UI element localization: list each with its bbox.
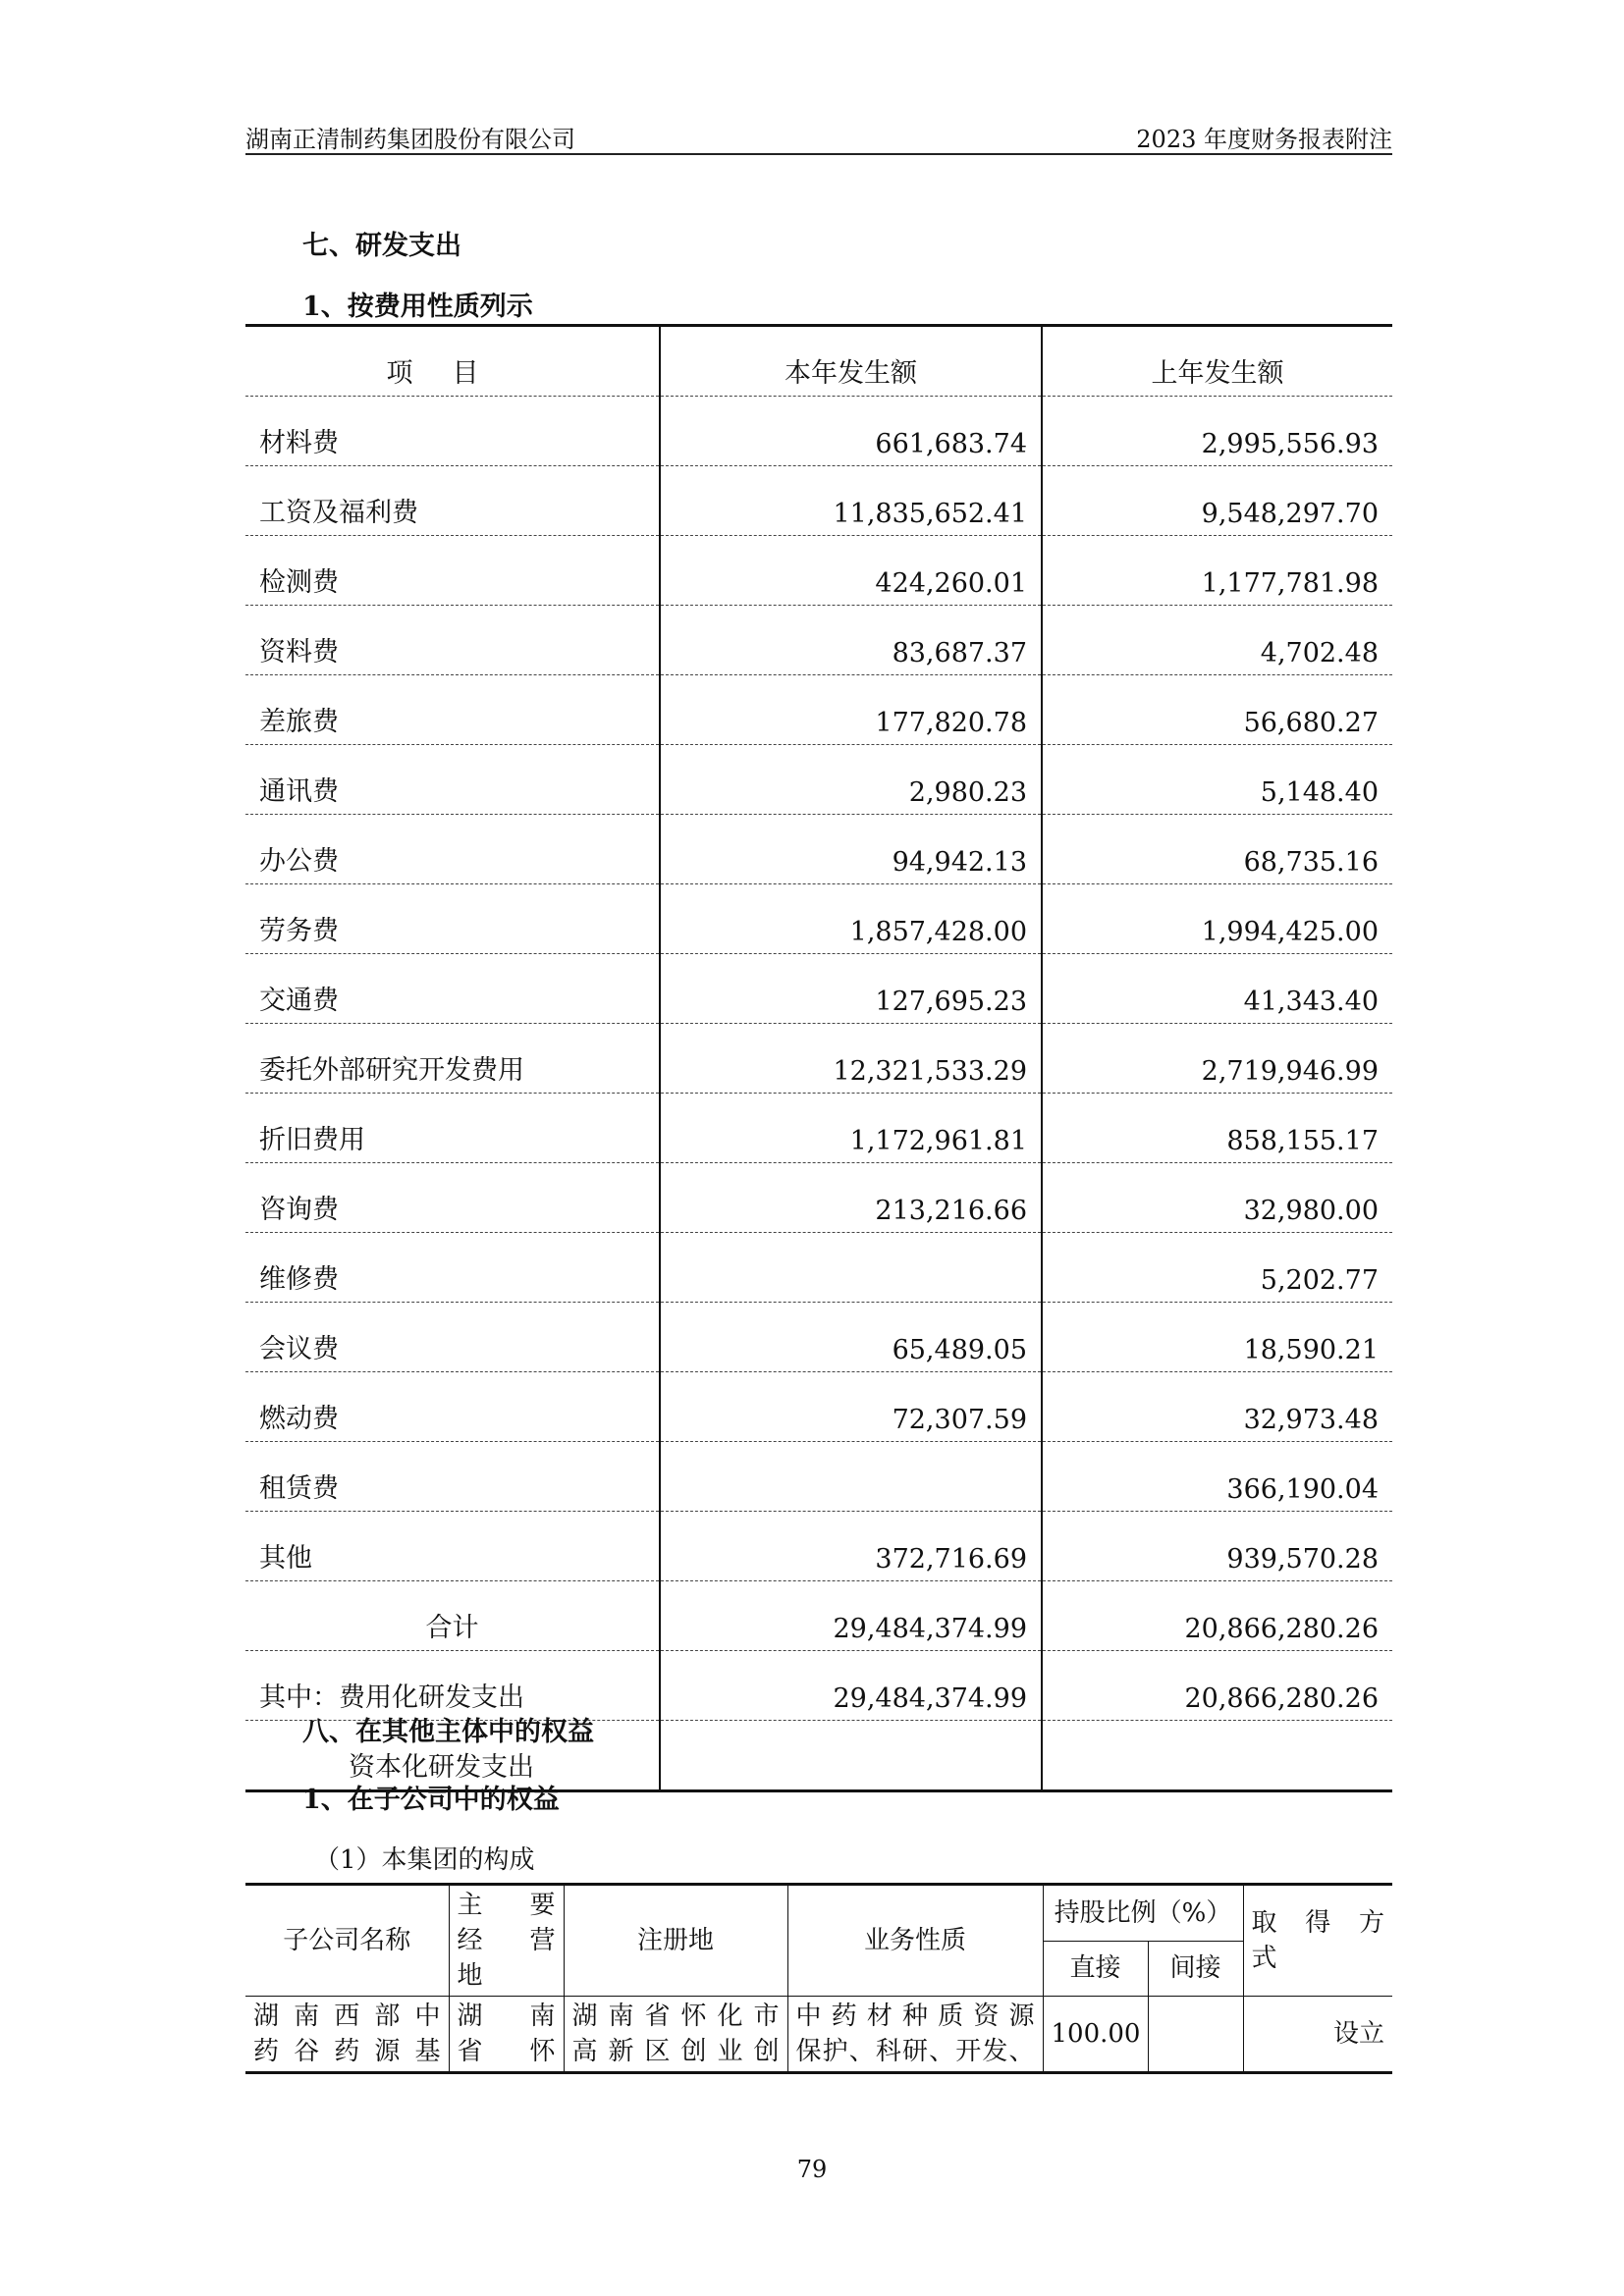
row-prior-year: 858,155.17 (1042, 1094, 1392, 1163)
header-holding-ratio: 持股比例（%） (1043, 1885, 1243, 1942)
table-row (245, 536, 1392, 606)
page-header (245, 116, 1392, 155)
subsidiary-row (245, 1997, 1392, 2073)
subsidiary-main-place: 湖 南 省 怀 (449, 1997, 564, 2073)
subsidiary-name: 湖南西部中 药谷药源基 (245, 1997, 449, 2073)
subsidiary-acquisition-method: 设立 (1243, 1997, 1392, 2073)
row-prior-year: 18,590.21 (1042, 1303, 1392, 1372)
table-row (245, 397, 1392, 466)
row-current-year: 65,489.05 (660, 1303, 1042, 1372)
header-prior-year: 上年发生额 (1042, 326, 1392, 397)
header-business-nature: 业务性质 (787, 1885, 1043, 1997)
page-number: 79 (796, 2156, 828, 2183)
row-current-year: 127,695.23 (660, 954, 1042, 1024)
header-direct: 直接 (1043, 1941, 1148, 1996)
section-8-title: 八、在其他主体中的权益 (302, 1717, 594, 1747)
row-item: 会议费 (245, 1303, 660, 1372)
row-prior-year: 1,177,781.98 (1042, 536, 1392, 606)
row-current-year: 83,687.37 (660, 606, 1042, 675)
expensed-prior: 20,866,280.26 (1042, 1651, 1392, 1721)
total-current: 29,484,374.99 (660, 1581, 1042, 1651)
table-row (245, 815, 1392, 884)
row-current-year: 72,307.59 (660, 1372, 1042, 1442)
row-current-year: 12,321,533.29 (660, 1024, 1042, 1094)
row-item: 资料费 (245, 606, 660, 675)
subsidiary-indirect-ratio (1148, 1997, 1243, 2073)
table-row (245, 1442, 1392, 1512)
capitalized-label: 资本化研发支出 (245, 1721, 660, 1791)
row-prior-year: 56,680.27 (1042, 675, 1392, 745)
row-prior-year: 366,190.04 (1042, 1442, 1392, 1512)
table-row (245, 1233, 1392, 1303)
row-item: 燃动费 (245, 1372, 660, 1442)
row-current-year: 177,820.78 (660, 675, 1042, 745)
row-current-year: 11,835,652.41 (660, 466, 1042, 536)
table-row-total (245, 1581, 1392, 1651)
header-registered-place: 注册地 (564, 1885, 787, 1997)
expensed-current: 29,484,374.99 (660, 1651, 1042, 1721)
table-row (245, 675, 1392, 745)
row-item: 折旧费用 (245, 1094, 660, 1163)
row-prior-year: 5,202.77 (1042, 1233, 1392, 1303)
table-row (245, 1303, 1392, 1372)
table-row (245, 1512, 1392, 1581)
total-label: 合计 (245, 1581, 660, 1651)
row-prior-year: 1,994,425.00 (1042, 884, 1392, 954)
subsidiary-table (245, 1883, 1392, 2074)
capitalized-prior (1042, 1721, 1392, 1791)
row-item: 工资及福利费 (245, 466, 660, 536)
row-item: 差旅费 (245, 675, 660, 745)
header-acquisition-method: 取 得 方 式 (1243, 1885, 1392, 1997)
row-prior-year: 9,548,297.70 (1042, 466, 1392, 536)
row-prior-year: 4,702.48 (1042, 606, 1392, 675)
subsidiary-header-row-1 (245, 1885, 1392, 1942)
table-row (245, 1094, 1392, 1163)
total-prior: 20,866,280.26 (1042, 1581, 1392, 1651)
row-item: 租赁费 (245, 1442, 660, 1512)
row-prior-year: 2,719,946.99 (1042, 1024, 1392, 1094)
row-prior-year: 939,570.28 (1042, 1512, 1392, 1581)
table-row (245, 1163, 1392, 1233)
expensed-label: 其中：费用化研发支出 (245, 1651, 660, 1721)
row-current-year: 372,716.69 (660, 1512, 1042, 1581)
rd-expense-table (245, 324, 1392, 1792)
row-prior-year: 2,995,556.93 (1042, 397, 1392, 466)
row-current-year: 94,942.13 (660, 815, 1042, 884)
row-prior-year: 68,735.16 (1042, 815, 1392, 884)
row-current-year (660, 1233, 1042, 1303)
row-item: 通讯费 (245, 745, 660, 815)
section-7-title: 七、研发支出 (302, 231, 461, 261)
row-current-year: 424,260.01 (660, 536, 1042, 606)
row-prior-year: 5,148.40 (1042, 745, 1392, 815)
row-item: 检测费 (245, 536, 660, 606)
section-8-subsubtitle: （1）本集团的构成 (314, 1845, 535, 1875)
row-current-year: 213,216.66 (660, 1163, 1042, 1233)
row-item: 交通费 (245, 954, 660, 1024)
header-item: 项目 (245, 326, 660, 397)
row-item: 其他 (245, 1512, 660, 1581)
header-main-place: 主 要 经 营 地 (449, 1885, 564, 1997)
row-item: 维修费 (245, 1233, 660, 1303)
table-row (245, 884, 1392, 954)
table-row (245, 466, 1392, 536)
row-current-year: 661,683.74 (660, 397, 1042, 466)
row-prior-year: 32,980.00 (1042, 1163, 1392, 1233)
row-item: 劳务费 (245, 884, 660, 954)
header-indirect: 间接 (1148, 1941, 1243, 1996)
section-8-subtitle: 1、在子公司中的权益 (302, 1785, 560, 1815)
capitalized-current (660, 1721, 1042, 1791)
row-current-year: 1,857,428.00 (660, 884, 1042, 954)
table-row (245, 954, 1392, 1024)
row-item: 材料费 (245, 397, 660, 466)
header-subsidiary-name: 子公司名称 (245, 1885, 449, 1997)
table-row (245, 745, 1392, 815)
section-7-subtitle: 1、按费用性质列示 (302, 292, 533, 322)
subsidiary-direct-ratio: 100.00 (1043, 1997, 1148, 2073)
table-header-row (245, 326, 1392, 397)
row-current-year (660, 1442, 1042, 1512)
table-row (245, 1372, 1392, 1442)
row-prior-year: 32,973.48 (1042, 1372, 1392, 1442)
row-item: 办公费 (245, 815, 660, 884)
table-row (245, 1024, 1392, 1094)
row-item: 咨询费 (245, 1163, 660, 1233)
subsidiary-registered-place: 湖南省怀化市 高新区创业创 (564, 1997, 787, 2073)
header-current-year: 本年发生额 (660, 326, 1042, 397)
row-current-year: 2,980.23 (660, 745, 1042, 815)
table-row (245, 606, 1392, 675)
header-company: 湖南正清制药集团股份有限公司 (245, 126, 575, 153)
row-prior-year: 41,343.40 (1042, 954, 1392, 1024)
row-current-year: 1,172,961.81 (660, 1094, 1042, 1163)
header-report-title: 2023 年度财务报表附注 (1136, 126, 1392, 153)
subsidiary-business-nature: 中药材种质资源 保护、科研、开发、 (787, 1997, 1043, 2073)
row-item: 委托外部研究开发费用 (245, 1024, 660, 1094)
